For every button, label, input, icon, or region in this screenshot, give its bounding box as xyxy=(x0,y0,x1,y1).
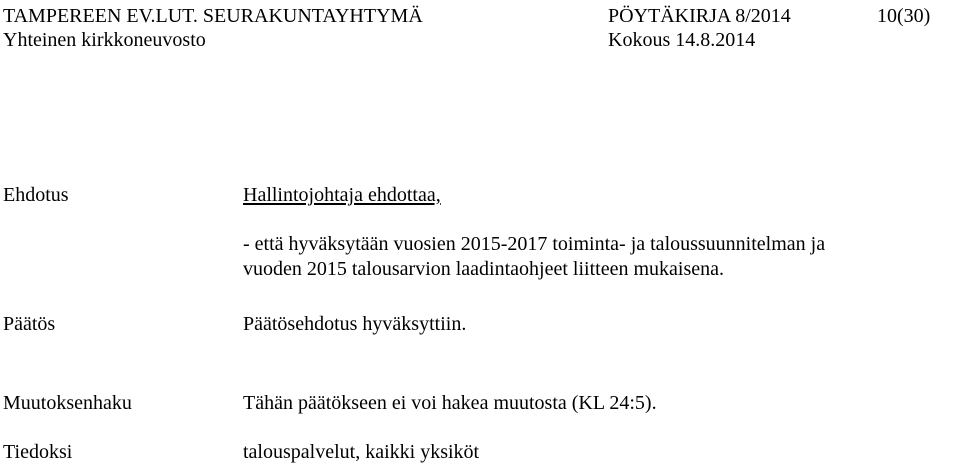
appeal-text: Tähän päätökseen ei voi hakea muutosta (KL 24:5). xyxy=(243,392,657,414)
notice-label: Tiedoksi xyxy=(3,441,73,463)
proposal-heading: Hallintojohtaja ehdottaa, xyxy=(243,184,441,206)
proposal-line-2: vuoden 2015 talousarvion laadintaohjeet liitteen mukaisena. xyxy=(243,258,724,280)
meeting-date: Kokous 14.8.2014 xyxy=(608,29,756,51)
meeting-body: Yhteinen kirkkoneuvosto xyxy=(3,29,206,51)
decision-label: Päätös xyxy=(3,313,56,335)
appeal-label: Muutoksenhaku xyxy=(3,392,132,414)
page-number: 10(30) xyxy=(877,5,931,27)
document-type: PÖYTÄKIRJA 8/2014 xyxy=(608,5,791,27)
proposal-text xyxy=(243,232,923,282)
proposal-line-1: - että hyväksytään vuosien 2015-2017 toiminta- ja taloussuunnitelman ja xyxy=(243,233,826,255)
decision-text: Päätösehdotus hyväksyttiin. xyxy=(243,313,467,335)
notice-text: talouspalvelut, kaikki yksiköt xyxy=(243,441,480,463)
organization-name: TAMPEREEN EV.LUT. SEURAKUNTAYHTYMÄ xyxy=(3,5,423,27)
proposal-label: Ehdotus xyxy=(3,184,69,206)
